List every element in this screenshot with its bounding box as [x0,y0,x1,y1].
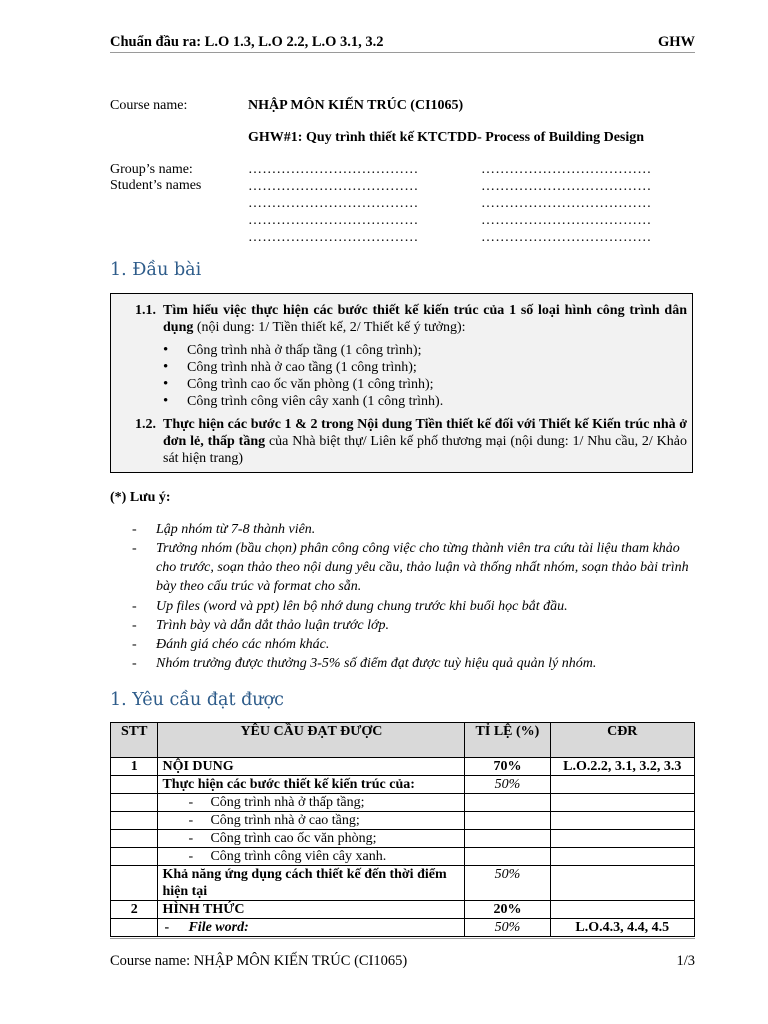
blank-line[interactable]: ……………………………… [481,196,652,211]
list-item: - Lập nhóm từ 7-8 thành viên. [132,522,316,537]
page-footer [110,953,695,970]
course-name: NHẬP MÔN KIẾN TRÚC (CI1065) [248,98,464,113]
blank-line[interactable]: ……………………………… [248,213,419,228]
table-row: - Công trình nhà ở thấp tầng; [111,794,695,812]
column-header-stt: STT [111,723,158,758]
blank-line[interactable]: ……………………………… [481,230,652,245]
assignment-box [110,293,693,473]
list-item: - Trình bày và dẫn dắt thảo luận trước lớp. [132,618,389,633]
assignment-title: GHW#1: Quy trình thiết kế KTCTDD- Process of Building Design [248,130,645,145]
learning-outcomes: Chuẩn đầu ra: L.O 1.3, L.O 2.2, L.O 3.1, 3.2 [110,34,384,50]
task-2-heading: Thực hiện các bước 1 & 2 trong Nội dung Tiền thiết kế đối với Thiết kế Kiến trúc nhà ở đơn lẻ, thấp tầng [163,417,687,449]
list-item: - Nhóm trưởng được thưởng 3-5% số điểm đạt được tuỳ hiệu quả quản lý nhóm. [132,656,597,671]
table-row: 1 NỘI DUNG 70% L.O.2.2, 3.1, 3.2, 3.3 [111,758,695,776]
page-header [110,34,695,53]
list-item: • Công trình công viên cây xanh (1 công trình). [187,393,443,410]
list-item: • Công trình cao ốc văn phòng (1 công trình); [187,376,434,393]
list-item: • Công trình nhà ở cao tầng (1 công trình); [187,359,417,376]
table-row: - Công trình công viên cây xanh. [111,848,695,866]
blank-line[interactable]: ……………………………… [481,162,652,177]
table-row: - Công trình cao ốc văn phòng; [111,830,695,848]
task-number: 1.1. [135,303,156,318]
requirements-table [110,722,695,937]
blank-line[interactable]: ……………………………… [248,230,419,245]
task-1-detail: (nội dung: 1/ Tiền thiết kế, 2/ Thiết kế ý tưởng): [193,320,466,335]
task-1-heading: Tìm hiểu việc thực hiện các bước thiết kế kiến trúc của 1 số loại hình công trình dân dụng [163,303,687,335]
table-row: Khả năng ứng dụng cách thiết kế đến thời điểm hiện tại 50% [111,866,695,901]
list-item: - Trưởng nhóm (bầu chọn) phân công công việc cho từng thành viên tra cứu tài liệu tham khảo cho trước, soạn thảo theo nội dung yêu cầu, thảo luận và thống nhất nhóm, soạn thảo bài trình bày theo cấu trúc và format cho sẵn. [132,541,689,594]
column-header-cdr: CĐR [550,723,694,758]
list-item: - Up files (word và ppt) lên bộ nhớ dung chung trước khi buổi học bắt đầu. [132,599,568,614]
footer-course: Course name: NHẬP MÔN KIẾN TRÚC (CI1065) [110,953,408,969]
table-row: - File word: 50% L.O.4.3, 4.4, 4.5 [111,919,695,937]
blank-line[interactable]: ……………………………… [481,179,652,194]
section-heading-assignment: 1. Đầu bài [110,260,202,280]
notes-title: (*) Lưu ý: [110,490,171,505]
task-2 [135,416,687,467]
column-header-percent: TỈ LỆ (%) [465,723,550,758]
table-row: Thực hiện các bước thiết kế kiến trúc của: 50% [111,776,695,794]
task-1 [135,302,687,336]
list-item: - Đánh giá chéo các nhóm khác. [132,637,330,652]
footer-divider [110,938,695,939]
blank-line[interactable]: ……………………………… [248,162,419,177]
table-row: - Công trình nhà ở cao tầng; [111,812,695,830]
students-label: Student’s names [110,178,202,193]
table-header-row [111,723,695,758]
task-2-detail: của Nhà biệt thự/ Liên kế phố thương mại (nội dung: 1/ Nhu cầu, 2/ Khảo sát hiện trang) [163,434,687,466]
column-header-requirement: YÊU CẦU ĐẠT ĐƯỢC [158,723,465,758]
list-item: • Công trình nhà ở thấp tầng (1 công trình); [187,342,421,359]
blank-line[interactable]: ……………………………… [248,179,419,194]
group-label: Group’s name: [110,162,193,177]
section-heading-requirements: 1. Yêu cầu đạt được [110,690,284,710]
page-number: 1/3 [676,953,695,969]
header-tag: GHW [657,34,695,50]
blank-line[interactable]: ……………………………… [248,196,419,211]
task-number: 1.2. [135,417,156,432]
course-label: Course name: [110,98,188,113]
table-row: 2 HÌNH THỨC 20% [111,901,695,919]
blank-line[interactable]: ……………………………… [481,213,652,228]
